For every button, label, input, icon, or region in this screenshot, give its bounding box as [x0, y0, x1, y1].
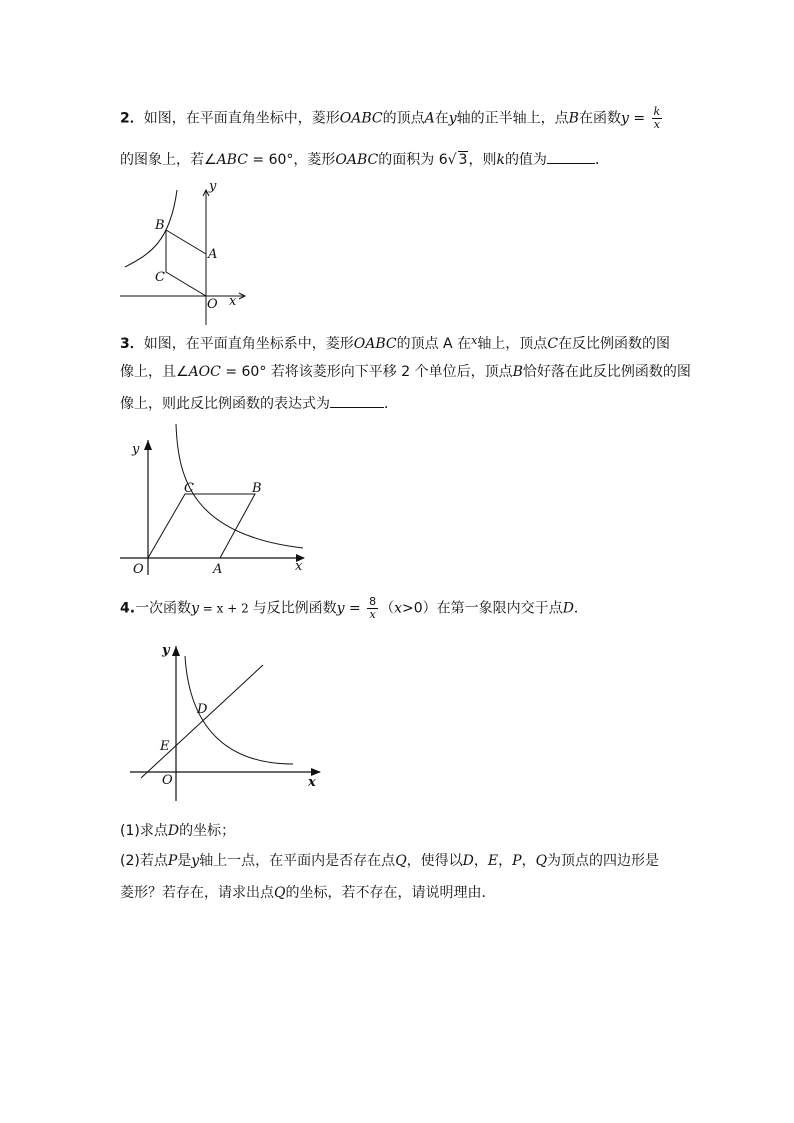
q4-sub1: (1)求点D的坐标；: [120, 823, 236, 839]
q3-label-O: O: [133, 562, 144, 577]
q3-label-B: B: [252, 481, 262, 496]
q2-label-C: C: [155, 270, 165, 285]
q2-number: 2．: [120, 110, 144, 127]
q4-sub2-line2: 菱形？若存在，请求出点Q的坐标，若不存在，请说明理由．: [120, 885, 496, 901]
answer-blank-q2[interactable]: [547, 149, 595, 164]
q4-sub2-line1: (2)若点P是y轴上一点，在平面内是否存在点Q，使得以D，E，P，Q为顶点的四边形是: [120, 853, 660, 869]
q4-line1: 4.一次函数y = x + 2 与反比例函数y = $\frac{8}{x}$ （x>0）在第一象限内交于点D．: [120, 595, 588, 621]
q3-line2: 像上，且∠AOC = 60° 若将该菱形向下平移 2 个单位后，顶点B恰好落在此反比例函数的图: [120, 364, 691, 380]
q2-label-A: A: [208, 247, 218, 262]
q4-fraction: $\frac{8}{x}$: [369, 595, 377, 621]
q4-figure: [125, 636, 330, 801]
q4-label-y: y: [162, 643, 170, 658]
q4-label-x: x: [308, 775, 316, 790]
q3-label-x: x: [295, 559, 303, 574]
q2-label-B: B: [155, 218, 165, 233]
q4-label-O: O: [162, 773, 173, 788]
q3-number: 3．: [120, 336, 144, 352]
q3-line1: 3．如图，在平面直角坐标系中，菱形OABC的顶点 A 在$^x$轴上，顶点C在反比例函数的图: [120, 334, 671, 352]
q3-label-C: C: [184, 481, 194, 496]
q2-label-x: x: [229, 294, 237, 309]
q2-label-y: y: [209, 180, 217, 194]
q2-fraction: $\frac{k}{x}$: [653, 105, 661, 131]
q2-label-O: O: [207, 297, 218, 312]
q4-label-E: E: [160, 739, 170, 754]
q4-label-D: D: [197, 702, 208, 717]
q3-figure: [118, 420, 318, 580]
q2-line1: 2．如图，在平面直角坐标中，菱形OABC的顶点A在y轴的正半轴上，点B在函数y = $\frac{k}{x}$: [120, 105, 661, 131]
q2-line2: 的图象上，若∠ABC = 60°，菱形OABC的面积为 6√ 3，则k的值为 ．: [120, 149, 609, 170]
q4-number: 4.: [120, 600, 136, 617]
q2-figure: [115, 180, 255, 330]
answer-blank-q3[interactable]: [330, 393, 384, 408]
q3-label-A: A: [213, 562, 223, 577]
q3-label-y: y: [132, 442, 140, 457]
q3-line3: 像上，则此反比例函数的表达式为 ．: [120, 393, 398, 414]
